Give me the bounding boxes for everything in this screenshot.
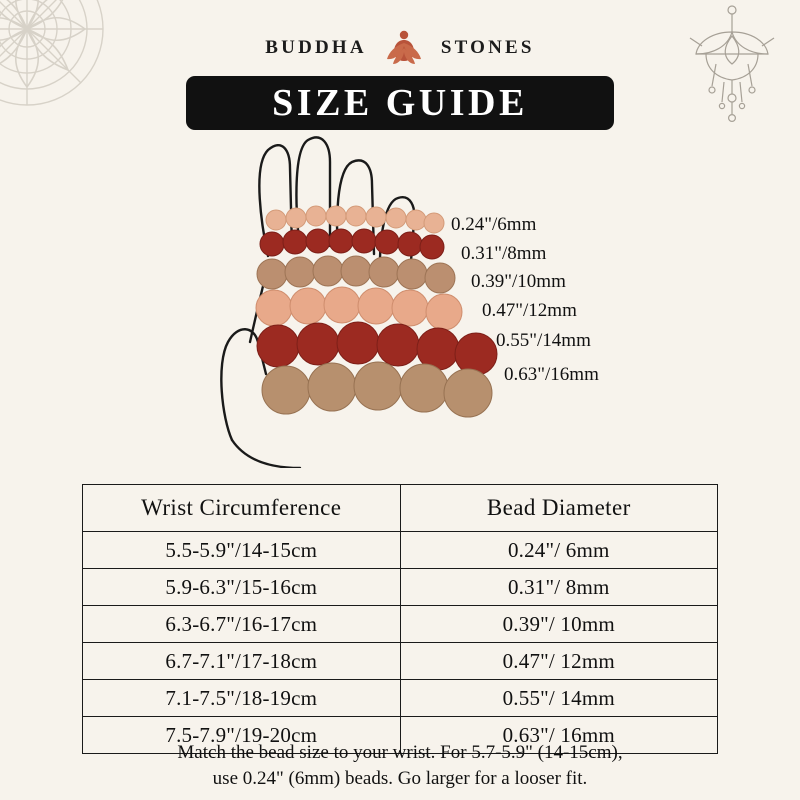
bead-label-1: 0.24"/6mm — [451, 214, 537, 235]
table-row — [83, 643, 718, 680]
bracelet-row-2 — [260, 229, 444, 259]
bead-label-4: 0.47"/12mm — [482, 300, 577, 321]
bracelet-row-6 — [262, 362, 492, 417]
cell-bead: 0.55"/ 14mm — [400, 680, 718, 717]
page-title-bar — [186, 76, 614, 130]
table-row — [83, 606, 718, 643]
open-hand-outline-icon — [0, 128, 800, 468]
table-header-row — [83, 485, 718, 532]
buddha-lotus-logo-icon — [381, 26, 427, 70]
bead-label-5: 0.55"/14mm — [496, 330, 591, 351]
bead-label-2: 0.31"/8mm — [461, 243, 547, 264]
hand-bracelet-illustration — [0, 128, 800, 468]
bracelet-row-3 — [257, 256, 455, 293]
cell-wrist: 6.3-6.7"/16-17cm — [83, 606, 401, 643]
brand-word-right: STONES — [440, 37, 535, 58]
bead-label-3: 0.39"/10mm — [471, 271, 566, 292]
size-table-wrapper — [82, 484, 718, 754]
table-row — [83, 569, 718, 606]
page-title: SIZE GUIDE — [272, 82, 528, 124]
cell-wrist: 7.5-7.9"/19-20cm — [83, 717, 401, 754]
brand-header — [0, 26, 800, 70]
table-row — [83, 532, 718, 569]
footnote-line-1: Match the bead size to your wrist. For 5.7-5.9" (14-15cm), — [177, 742, 623, 763]
cell-wrist: 5.5-5.9"/14-15cm — [83, 532, 401, 569]
footnote-line-2: use 0.24" (6mm) beads. Go larger for a looser fit. — [212, 768, 588, 789]
cell-bead: 0.47"/ 12mm — [400, 643, 718, 680]
cell-bead: 0.63"/ 16mm — [400, 717, 718, 754]
cell-bead: 0.39"/ 10mm — [400, 606, 718, 643]
cell-wrist: 6.7-7.1"/17-18cm — [83, 643, 401, 680]
table-row — [83, 680, 718, 717]
brand-word-left: BUDDHA — [265, 37, 367, 58]
cell-bead: 0.24"/ 6mm — [400, 532, 718, 569]
bead-label-6: 0.63"/16mm — [504, 364, 599, 385]
column-header-bead: Bead Diameter — [400, 485, 718, 532]
column-header-wrist: Wrist Circumference — [83, 485, 401, 532]
cell-wrist: 5.9-6.3"/15-16cm — [83, 569, 401, 606]
footnote — [0, 740, 800, 792]
cell-wrist: 7.1-7.5"/18-19cm — [83, 680, 401, 717]
size-table — [82, 484, 718, 754]
cell-bead: 0.31"/ 8mm — [400, 569, 718, 606]
